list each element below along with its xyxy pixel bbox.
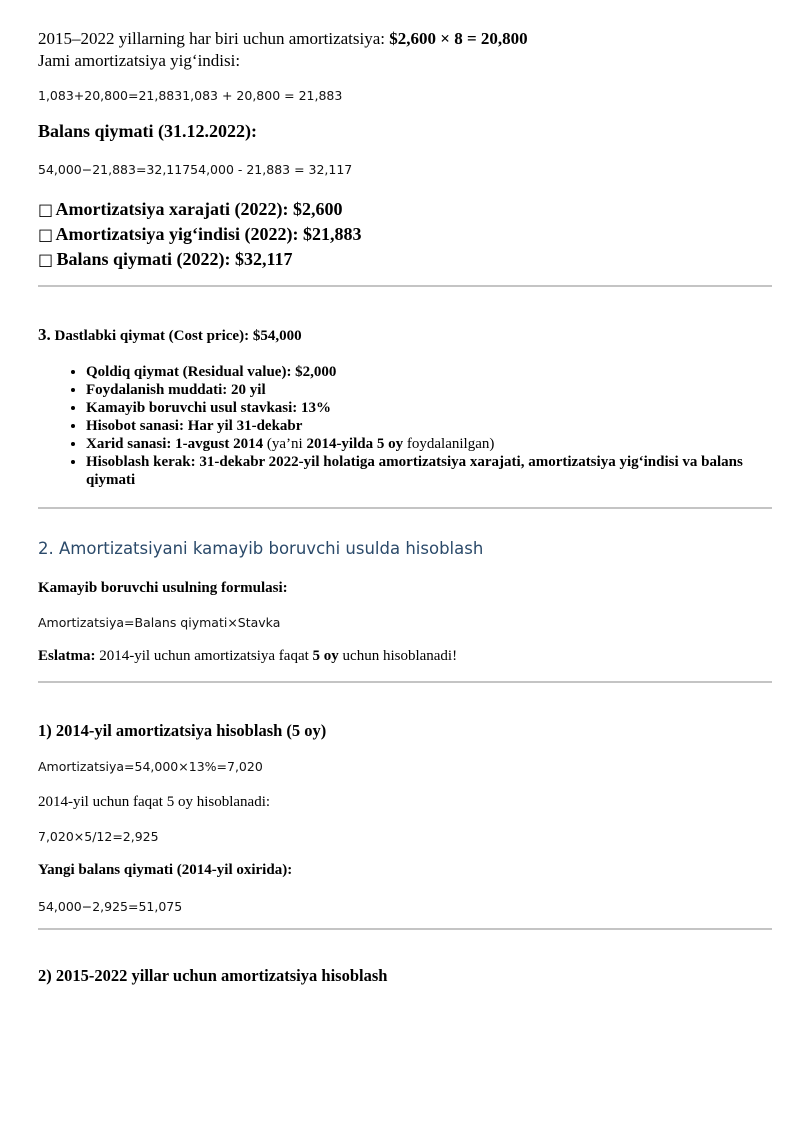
problem-3-list (38, 363, 772, 489)
list-item-text: Xarid sanasi: 1-avgust 2014 (86, 436, 264, 452)
balance-heading: Balans qiymati (31.12.2022): (38, 121, 258, 141)
list-item-text: Foydalanish muddati: 20 yil (86, 382, 266, 398)
list-item (86, 381, 772, 399)
step-1-math-3: 54,000−2,925=51,075 (38, 899, 183, 914)
divider (38, 681, 772, 683)
formula: Amortizatsiya=Balans qiymati×Stavka (38, 615, 281, 630)
intro-line-1-bold: $2,600 × 8 = 20,800 (389, 29, 528, 48)
result-text: Balans qiymati (2022): $32,117 (56, 249, 293, 269)
result-text: Amortizatsiya xarajati (2022): $2,600 (55, 199, 343, 219)
step-2-heading: 2) 2015-2022 yillar uchun amortizatsiya hisoblash (38, 966, 388, 985)
intro-line-1-text: 2015–2022 yillarning har biri uchun amortizatsiya: (38, 29, 390, 48)
check-box-icon: □ (38, 250, 54, 269)
step-1-math-1: Amortizatsiya=54,000×13%=7,020 (38, 759, 263, 774)
step-1-text: 2014-yil uchun faqat 5 oy hisoblanadi: (38, 794, 271, 810)
list-item-text: Qoldiq qiymat (Residual value): $2,000 (86, 364, 337, 380)
problem-3-number: 3. (38, 325, 51, 344)
document-page (38, 28, 772, 986)
divider (38, 928, 772, 930)
list-item-text: Kamayib boruvchi usul stavkasi: 13% (86, 400, 332, 416)
note-text: uchun hisoblanadi! (338, 648, 458, 664)
list-item (86, 399, 772, 417)
problem-3-title-text: Dastlabki qiymat (Cost price): $54,000 (54, 328, 302, 344)
result-item (38, 247, 772, 272)
intro-line-2: Jami amortizatsiya yig‘indisi: (38, 51, 241, 70)
list-item-text: (ya’ni (263, 436, 307, 452)
result-item (38, 222, 772, 247)
list-item (86, 453, 772, 489)
divider (38, 285, 772, 287)
formula-label: Kamayib boruvchi usulning formulasi: (38, 580, 288, 596)
list-item (86, 435, 772, 453)
step-1-subheading: Yangi balans qiymati (2014-yil oxirida): (38, 862, 293, 878)
problem-3-title (38, 325, 772, 345)
note-label: Eslatma: (38, 648, 96, 664)
list-item (86, 417, 772, 435)
list-item (86, 363, 772, 381)
note (38, 648, 772, 665)
check-box-icon: □ (38, 225, 54, 244)
list-item-text: Hisobot sanasi: Har yil 31-dekabr (86, 418, 303, 434)
intro-math: 1,083+20,800=21,8831,083 + 20,800 = 21,883 (38, 88, 343, 103)
note-bold: 5 oy (312, 648, 339, 664)
result-item (38, 197, 772, 222)
result-text: Amortizatsiya yig‘indisi (2022): $21,883 (55, 224, 362, 244)
step-1-heading: 1) 2014-yil amortizatsiya hisoblash (5 oy) (38, 721, 327, 740)
divider (38, 507, 772, 509)
step-1-math-2: 7,020×5/12=2,925 (38, 829, 159, 844)
balance-math: 54,000−21,883=32,11754,000 - 21,883 = 32,117 (38, 162, 353, 177)
section-2-heading: 2. Amortizatsiyani kamayib boruvchi usulda hisoblash (38, 539, 484, 558)
list-item-text: 2014-yilda 5 oy (306, 436, 404, 452)
list-item-text: foydalanilgan) (403, 436, 495, 452)
check-box-icon: □ (38, 200, 54, 219)
results-list (38, 197, 772, 272)
list-item-text: Hisoblash kerak: 31-dekabr 2022-yil holatiga amortizatsiya xarajati, amortizatsiya yig‘indisi va balans qiymati (86, 454, 743, 488)
intro-line-1 (38, 28, 772, 50)
note-text: 2014-yil uchun amortizatsiya faqat (95, 648, 313, 664)
